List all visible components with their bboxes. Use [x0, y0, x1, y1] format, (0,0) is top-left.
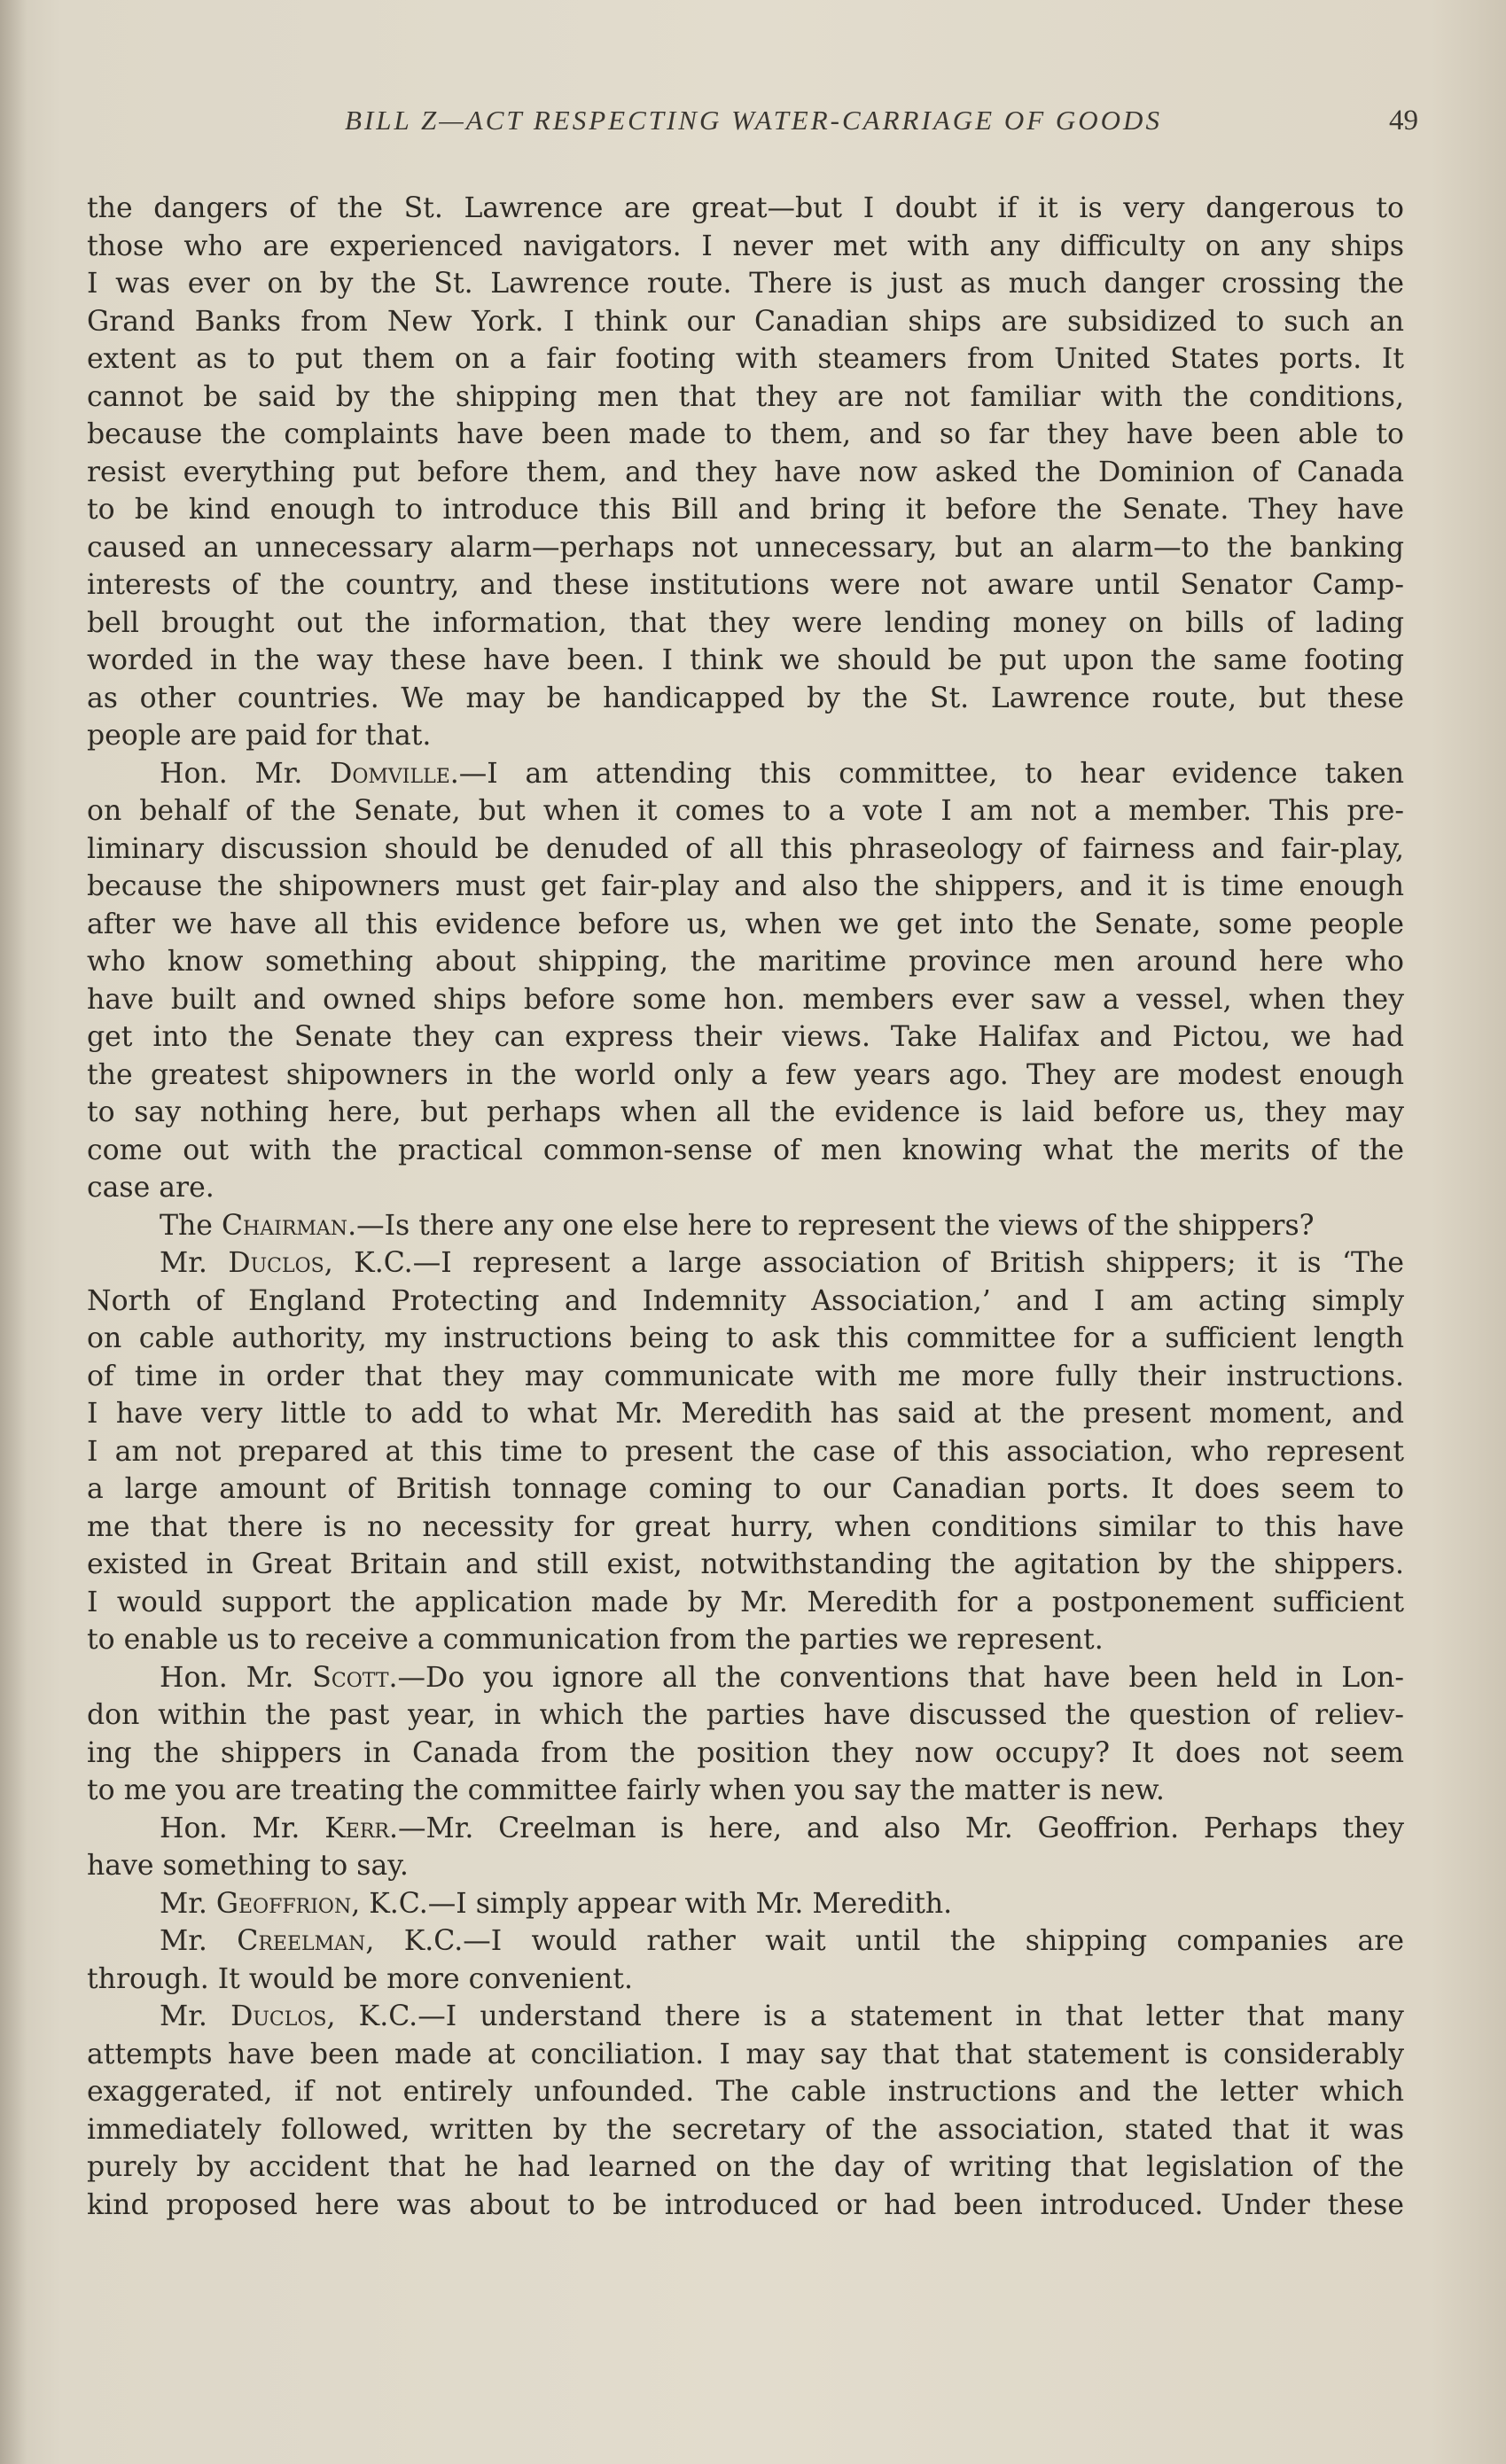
text-line: to say nothing here, but perhaps when all the evidence is laid before us, they may [87, 1096, 1404, 1128]
text-line: Grand Banks from New York. I think our Canadian ships are subsidized to such an [87, 305, 1404, 338]
speaker-name: Domville [330, 757, 450, 790]
text-line: The Chairman.—Is there any one else here to represent the views of the shippers? [160, 1209, 1315, 1242]
speaker-name: Kerr [324, 1812, 389, 1844]
text-line: liminary discussion should be denuded of all this phraseology of fairness and fair-play, [87, 832, 1404, 865]
text-line: I was ever on by the St. Lawrence route. There is just as much danger crossing the [87, 268, 1404, 300]
text-line: kind proposed here was about to be introduced or had been introduced. Under these [87, 2188, 1404, 2221]
text-line: those who are experienced navigators. I never met with any difficulty on any ships [87, 230, 1404, 262]
text-line: to be kind enough to introduce this Bill and bring it before the Senate. They have [87, 494, 1404, 526]
text-line: Mr. Duclos, K.C.—I represent a large association of British shippers; it is ‘The [160, 1247, 1404, 1279]
text-line: as other countries. We may be handicapped by the St. Lawrence route, but these [87, 682, 1404, 714]
text-line: who know something about shipping, the maritime province men around here who [87, 946, 1404, 978]
text-line: the greatest shipowners in the world only a few years ago. They are modest enough [87, 1058, 1404, 1091]
text-line: Mr. Duclos, K.C.—I understand there is a statement in that letter that many [160, 2000, 1404, 2032]
page-number: 49 [1389, 105, 1418, 136]
text-line: get into the Senate they can express their views. Take Halifax and Pictou, we had [87, 1021, 1404, 1053]
text-line: bell brought out the information, that they were lending money on bills of lading [87, 606, 1404, 639]
speaker-name: Duclos [228, 1247, 324, 1279]
text-line: resist everything put before them, and they have now asked the Dominion of Canada [87, 456, 1404, 488]
text-line: case are. [87, 1172, 215, 1204]
text-line: on behalf of the Senate, but when it comes to a vote I am not a member. This pre- [87, 795, 1404, 827]
text-line: extent as to put them on a fair footing with steamers from United States ports. It [87, 343, 1404, 375]
text-line: people are paid for that. [87, 720, 432, 752]
text-line: immediately followed, written by the secretary of the association, stated that it was [87, 2113, 1404, 2146]
body-text [87, 190, 1404, 2224]
text-line: Hon. Mr. Scott.—Do you ignore all the conventions that have been held in Lon- [160, 1661, 1404, 1694]
text-line: Hon. Mr. Domville.—I am attending this committee, to hear evidence taken [160, 757, 1404, 790]
text-line: cannot be said by the shipping men that they are not familiar with the conditions, [87, 380, 1404, 413]
text-line: purely by accident that he had learned on the day of writing that legislation of the [87, 2151, 1404, 2183]
page-edge-shadow [0, 0, 27, 2464]
text-line: Mr. Geoffrion, K.C.—I simply appear with Mr. Meredith. [160, 1887, 953, 1920]
text-line: to enable us to receive a communication from the parties we represent. [87, 1624, 1104, 1656]
speaker-name: Geoffrion [215, 1887, 352, 1920]
speaker-name: Scott [312, 1661, 389, 1694]
text-line: caused an unnecessary alarm—perhaps not unnecessary, but an alarm—to the banking [87, 531, 1404, 564]
text-line: have something to say. [87, 1850, 409, 1882]
text-line: interests of the country, and these institutions were not aware until Senator Camp- [87, 569, 1404, 601]
running-head: BILL Z—ACT RESPECTING WATER-CARRIAGE OF GOODS [345, 105, 1162, 136]
text-line: Hon. Mr. Kerr.—Mr. Creelman is here, and also Mr. Geoffrion. Perhaps they [160, 1812, 1404, 1844]
text-line: have built and owned ships before some hon. members ever saw a vessel, when they [87, 983, 1404, 1016]
text-line: after we have all this evidence before us, when we get into the Senate, some people [87, 908, 1404, 940]
text-line: me that there is no necessity for great hurry, when conditions similar to this have [87, 1510, 1404, 1543]
text-line: I have very little to add to what Mr. Meredith has said at the present moment, and [87, 1398, 1404, 1430]
text-line: worded in the way these have been. I think we should be put upon the same footing [87, 644, 1404, 676]
page-header [0, 105, 1506, 158]
text-line: come out with the practical common-sense of men knowing what the merits of the [87, 1134, 1404, 1166]
text-line: I am not prepared at this time to present the case of this association, who represent [87, 1435, 1404, 1468]
text-line: ing the shippers in Canada from the position they now occupy? It does not seem [87, 1736, 1404, 1769]
speaker-name: Chairman [221, 1209, 348, 1242]
text-line: North of England Protecting and Indemnity Association,’ and I am acting simply [87, 1284, 1404, 1317]
text-line: I would support the application made by Mr. Meredith for a postponement sufficient [87, 1586, 1404, 1618]
text-line: to me you are treating the committee fairly when you say the matter is new. [87, 1774, 1165, 1806]
text-line: through. It would be more convenient. [87, 1962, 633, 1995]
text-line: attempts have been made at conciliation. I may say that that statement is considerably [87, 2038, 1404, 2070]
speaker-name: Duclos [230, 2000, 327, 2032]
text-line: the dangers of the St. Lawrence are great—but I doubt if it is very dangerous to [87, 192, 1404, 224]
text-line: on cable authority, my instructions being to ask this committee for a sufficient length [87, 1322, 1404, 1354]
text-line: a large amount of British tonnage coming to our Canadian ports. It does seem to [87, 1473, 1404, 1505]
text-line: existed in Great Britain and still exist, notwithstanding the agitation by the shippers. [87, 1548, 1404, 1580]
text-line: exaggerated, if not entirely unfounded. The cable instructions and the letter which [87, 2076, 1404, 2108]
text-line: because the shipowners must get fair-play and also the shippers, and it is time enough [87, 870, 1404, 902]
text-line: Mr. Creelman, K.C.—I would rather wait until the shipping companies are [160, 1925, 1404, 1957]
speaker-name: Creelman [237, 1925, 366, 1957]
text-line: because the complaints have been made to them, and so far they have been able to [87, 418, 1404, 450]
text-line: don within the past year, in which the parties have discussed the question of reliev- [87, 1699, 1404, 1731]
text-line: of time in order that they may communicate with me more fully their instructions. [87, 1360, 1404, 1392]
